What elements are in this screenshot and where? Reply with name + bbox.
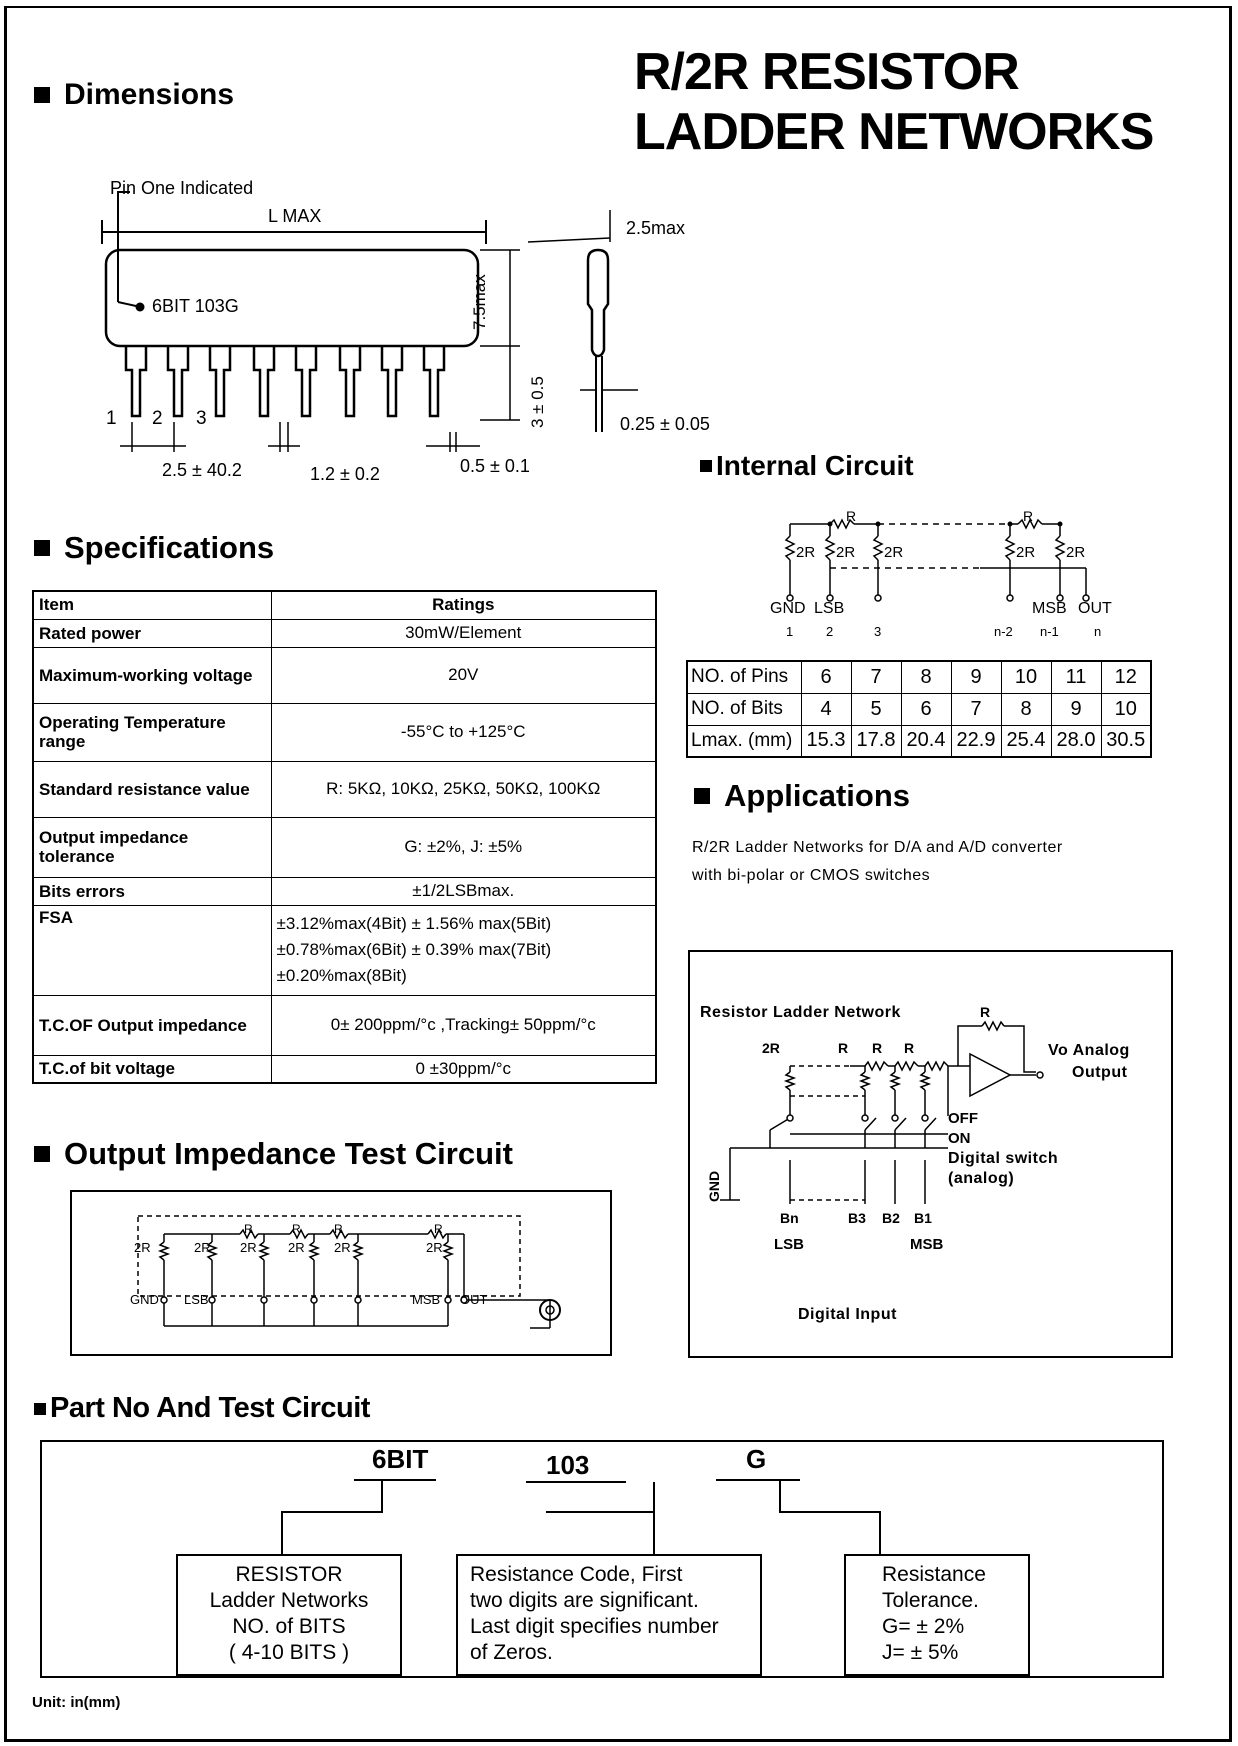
ladder-r-label: R: [838, 1040, 849, 1056]
pin-label: n-1: [1040, 624, 1059, 639]
msb-label: MSB: [910, 1236, 944, 1253]
pin-3-label: 3: [196, 408, 207, 429]
resistor-r-label: R: [1023, 508, 1034, 524]
lead-gap-label: 0.5 ± 0.1: [460, 456, 530, 476]
node-lsb-label: LSB: [814, 600, 845, 617]
code-tolerance: G: [746, 1444, 767, 1474]
table-header-row: [33, 591, 656, 619]
ladder-title: Resistor Ladder Network: [700, 1004, 901, 1021]
bullet-square-icon: [34, 1403, 46, 1415]
internal-circuit-heading: Internal Circuit: [700, 450, 914, 482]
specifications-table: [32, 590, 657, 1084]
output-test-heading: Output Impedance Test Circuit: [34, 1136, 513, 1172]
table-row: T.C.OF Output impedance 0± 200ppm/°c ,Tracking± 50ppm/°c: [33, 995, 656, 1055]
title-line-2: LADDER NETWORKS: [634, 103, 1154, 161]
off-label: OFF: [948, 1110, 978, 1127]
part-no-connectors: [270, 1476, 830, 1556]
table-row: Bits errors ±1/2LSBmax.: [33, 877, 656, 905]
test-r-label: R: [244, 1222, 253, 1236]
internal-circuit-diagram: [770, 510, 1120, 650]
thickness-label: 2.5max: [626, 218, 686, 238]
header-item: Item: [33, 591, 271, 619]
pitch-label: 2.5 ± 40.2: [162, 460, 242, 480]
resistor-2r-label: 2R: [1066, 544, 1086, 561]
resistor-r-label: R: [846, 508, 857, 524]
height-label: 7.5max: [470, 274, 489, 330]
bits-description-box: RESISTOR Ladder Networks NO. of BITS ( 4-10 BITS ): [176, 1554, 402, 1676]
pin-label: 1: [786, 624, 794, 639]
vo-label: Vo Analog: [1048, 1042, 1130, 1059]
applications-heading: Applications: [694, 778, 910, 814]
test-r-label: R: [292, 1222, 301, 1236]
resistance-code-box: Resistance Code, First two digits are significant. Last digit specifies number of Zeros.: [456, 1554, 762, 1676]
gnd-label: GND: [706, 1170, 722, 1202]
test-2r-label: 2R: [194, 1240, 211, 1255]
bullet-square-icon: [694, 788, 710, 804]
lead-width-label: 1.2 ± 0.2: [310, 464, 380, 484]
test-gnd-label: GND: [130, 1292, 159, 1307]
l-max-label: L MAX: [268, 206, 322, 226]
table-row: FSA ±3.12%max(4Bit) ± 1.56% max(5Bit) ±0.78%max(6Bit) ± 0.39% max(7Bit) ±0.20%max(8Bit): [33, 905, 656, 995]
feedback-r-label: R: [980, 1004, 991, 1020]
bit-label: B2: [882, 1210, 900, 1226]
test-2r-label: 2R: [240, 1240, 257, 1255]
pin-label: 3: [874, 624, 882, 639]
document-title: [634, 42, 1153, 162]
pin-count-table: [686, 660, 1152, 758]
unit-note: Unit: in(mm): [32, 1694, 121, 1711]
pin-1-label: 1: [106, 408, 117, 429]
table-row: NO. of Pins 6 7 8 9 10 11 12: [687, 661, 1151, 693]
output-test-diagram: [130, 1210, 590, 1340]
specifications-heading: Specifications: [34, 530, 274, 566]
table-row: Standard resistance value R: 5KΩ, 10KΩ, 25KΩ, 50KΩ, 100KΩ: [33, 761, 656, 817]
pin-label: 2: [826, 624, 834, 639]
test-lsb-label: LSB: [184, 1292, 209, 1307]
pin-one-label: Pin One Indicated: [110, 178, 254, 198]
bullet-square-icon: [34, 1146, 50, 1162]
table-row: Operating Temperature range -55°C to +125°C: [33, 703, 656, 761]
pin-2-label: 2: [152, 408, 163, 429]
lead-thickness-label: 0.25 ± 0.05: [620, 414, 710, 434]
code-bits: 6BIT: [372, 1444, 429, 1474]
digital-input-label: Digital Input: [798, 1306, 897, 1323]
tolerance-box: Resistance Tolerance. G= ± 2% J= ± 5%: [844, 1554, 1030, 1676]
test-2r-label: 2R: [334, 1240, 351, 1255]
tolerance-connector: [760, 1476, 940, 1556]
ladder-r-label: R: [904, 1040, 915, 1056]
dimensions-heading: Dimensions: [34, 78, 234, 112]
lead-length-label: 3 ± 0.5: [528, 376, 547, 428]
bit-label: Bn: [780, 1210, 799, 1226]
table-row: Maximum-working voltage 20V: [33, 647, 656, 703]
bullet-square-icon: [34, 540, 50, 556]
switch-label: Digital switch: [948, 1150, 1059, 1167]
test-r-label: R: [434, 1222, 443, 1236]
bit-label: B1: [914, 1210, 932, 1226]
table-row: Output impedance tolerance G: ±2%, J: ±5%: [33, 817, 656, 877]
test-out-label: OUT: [460, 1292, 488, 1307]
node-gnd-label: GND: [770, 600, 806, 617]
node-msb-label: MSB: [1032, 600, 1067, 617]
applications-text: R/2R Ladder Networks for D/A and A/D converter with bi-polar or CMOS switches: [692, 839, 1063, 884]
node-out-label: OUT: [1078, 600, 1112, 617]
test-r-label: R: [334, 1222, 343, 1236]
lsb-label: LSB: [774, 1236, 804, 1253]
test-2r-label: 2R: [134, 1240, 151, 1255]
marking-label: 6BIT 103G: [152, 296, 239, 316]
bit-label: B3: [848, 1210, 866, 1226]
resistor-2r-label: 2R: [796, 544, 816, 561]
output-label: Output: [1072, 1064, 1128, 1081]
bullet-square-icon: [34, 87, 50, 103]
pin-label: n-2: [994, 624, 1013, 639]
resistor-2r-label: 2R: [836, 544, 856, 561]
resistor-2r-label: 2R: [884, 544, 904, 561]
ladder-r-label: R: [872, 1040, 883, 1056]
table-row: NO. of Bits 4 5 6 7 8 9 10: [687, 693, 1151, 725]
title-line-1: R/2R RESISTOR: [634, 43, 1019, 101]
test-msb-label: MSB: [412, 1292, 441, 1307]
part-no-heading: Part No And Test Circuit: [34, 1392, 370, 1425]
table-row: Lmax. (mm) 15.3 17.8 20.4 22.9 25.4 28.0 30.5: [687, 725, 1151, 757]
test-2r-label: 2R: [288, 1240, 305, 1255]
table-row: T.C.of bit voltage 0 ±30ppm/°c: [33, 1055, 656, 1083]
on-label: ON: [948, 1130, 971, 1147]
table-row: Rated power 30mW/Element: [33, 619, 656, 647]
code-resistance: 103: [546, 1450, 590, 1480]
resistor-2r-label: 2R: [1016, 544, 1036, 561]
header-ratings: Ratings: [271, 591, 656, 619]
ladder-2r-label: 2R: [762, 1040, 780, 1056]
test-2r-label: 2R: [426, 1240, 443, 1255]
analog-label: (analog): [948, 1170, 1015, 1187]
bullet-square-icon: [700, 460, 712, 472]
pin-label: n: [1094, 624, 1102, 639]
